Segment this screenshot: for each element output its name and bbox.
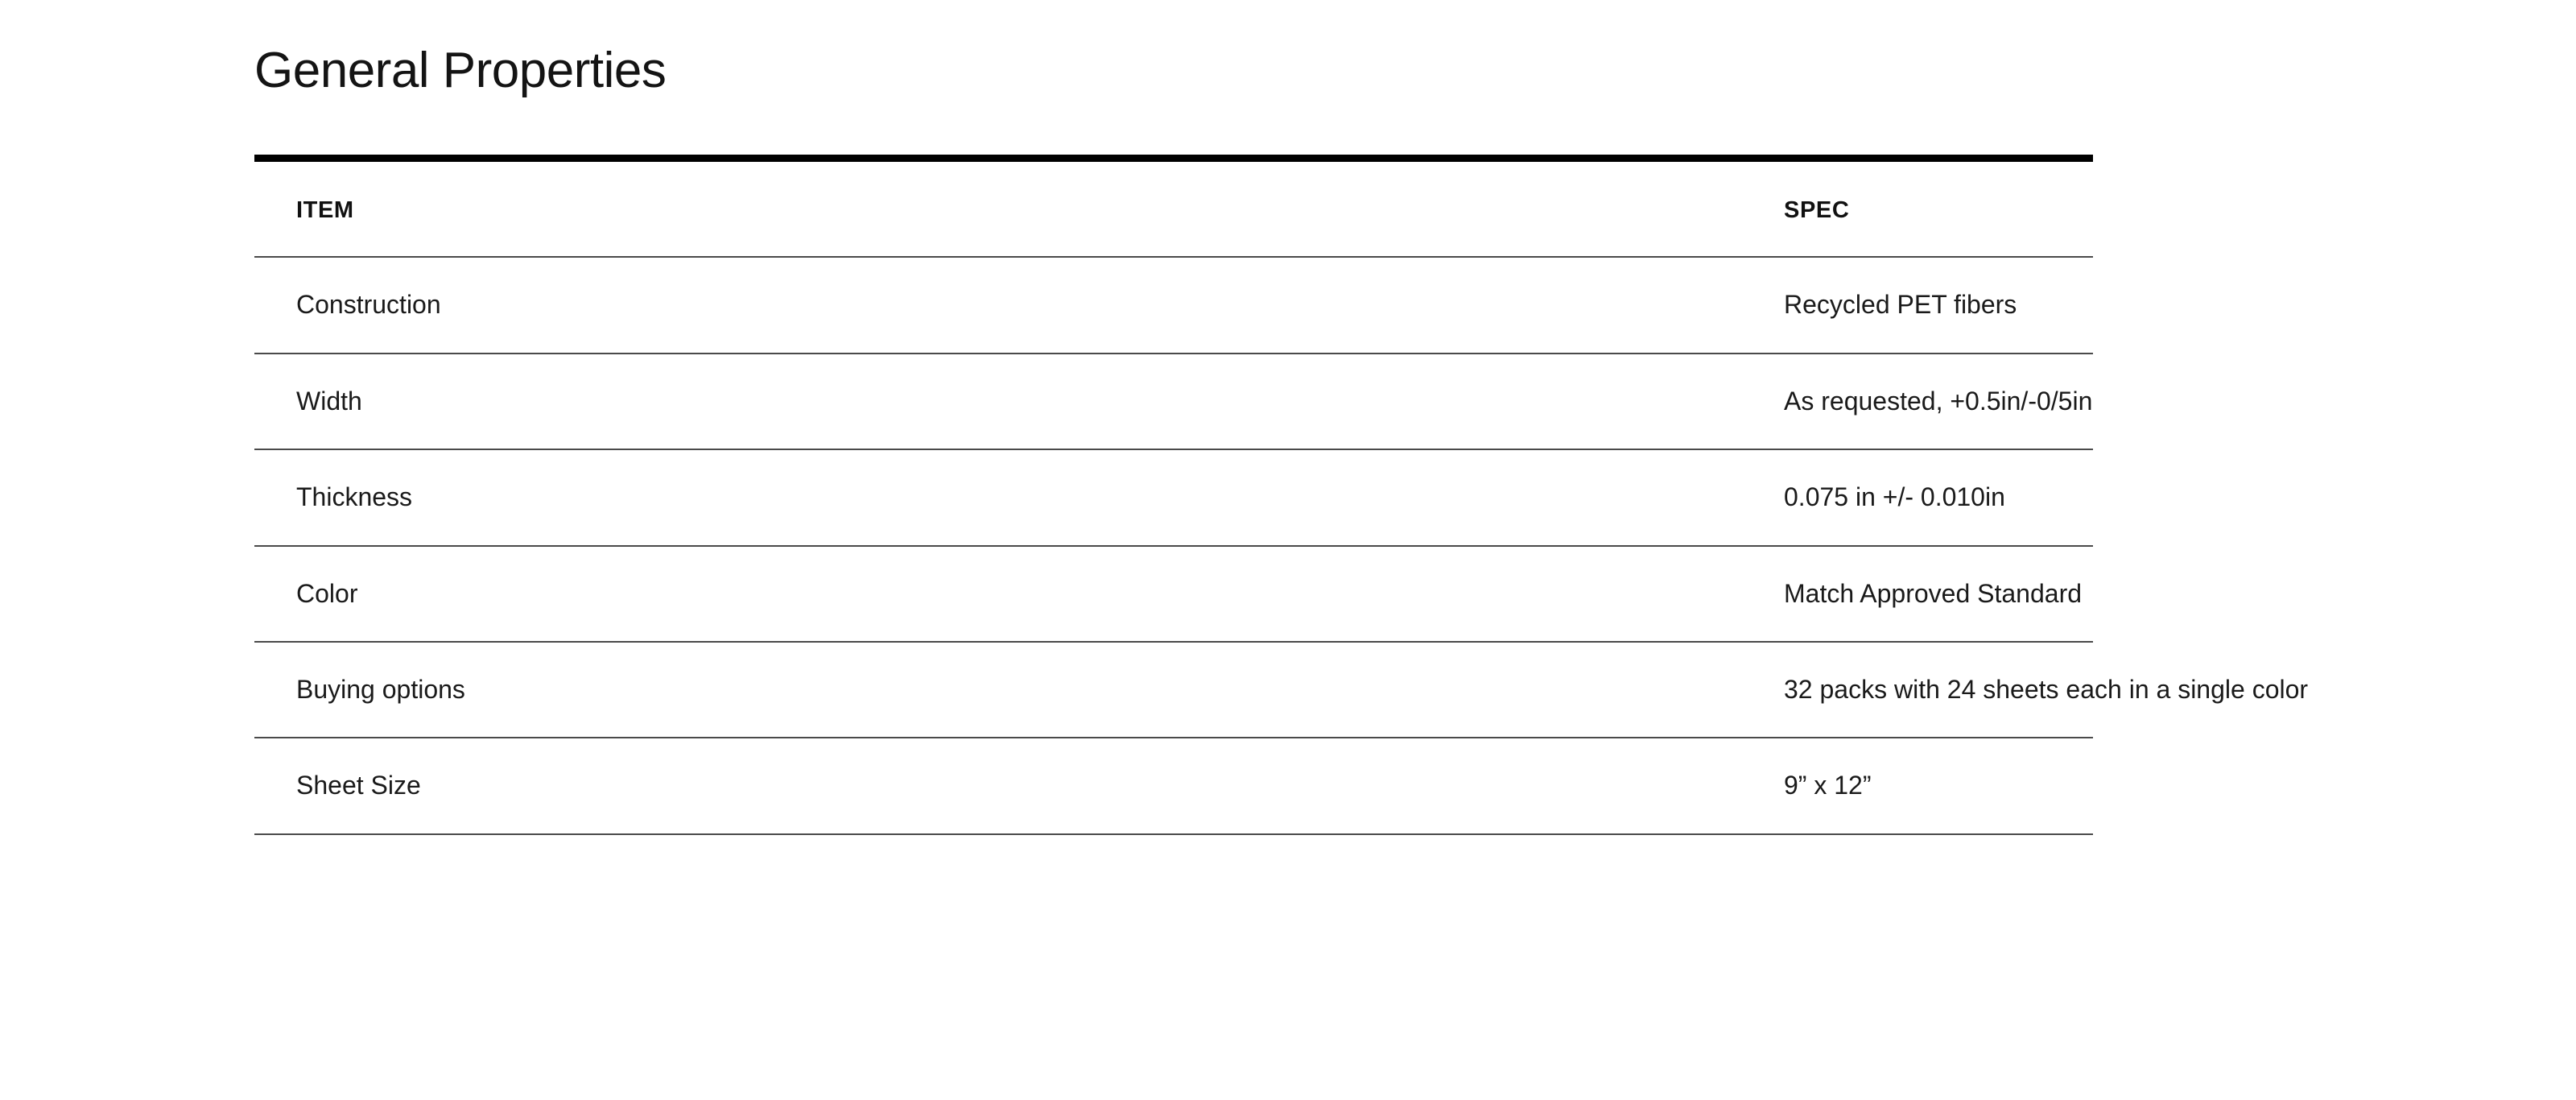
table-row: [254, 546, 2093, 642]
table-row: [254, 354, 2093, 449]
table-header: [254, 159, 2093, 258]
cell-item: Thickness: [254, 449, 1784, 545]
table-header-row: [254, 159, 2093, 258]
cell-item: Buying options: [254, 642, 1784, 738]
cell-item: Construction: [254, 257, 1784, 353]
cell-spec: Match Approved Standard: [1784, 546, 2093, 642]
cell-spec: Recycled PET fibers: [1784, 257, 2093, 353]
column-header-item: ITEM: [254, 159, 1784, 258]
page-title: General Properties: [254, 43, 667, 98]
table-row: [254, 738, 2093, 833]
column-header-spec: SPEC: [1784, 159, 2093, 258]
table-row: [254, 257, 2093, 353]
table-body: [254, 257, 2309, 834]
cell-item: Color: [254, 546, 1784, 642]
cell-spec-text: 32 packs with 24 sheets each in a single color: [1784, 674, 2309, 704]
cell-spec: [1784, 642, 2309, 738]
cell-spec: 9” x 12”: [1784, 738, 2093, 833]
general-properties-table: [254, 155, 2309, 835]
content-area: [254, 43, 2309, 835]
table-row: [254, 642, 2093, 738]
cell-item: Width: [254, 354, 1784, 449]
cell-item: Sheet Size: [254, 738, 1784, 833]
cell-spec: 0.075 in +/- 0.010in: [1784, 449, 2093, 545]
cell-spec: As requested, +0.5in/-0/5in: [1784, 354, 2093, 449]
table-row: [254, 449, 2093, 545]
